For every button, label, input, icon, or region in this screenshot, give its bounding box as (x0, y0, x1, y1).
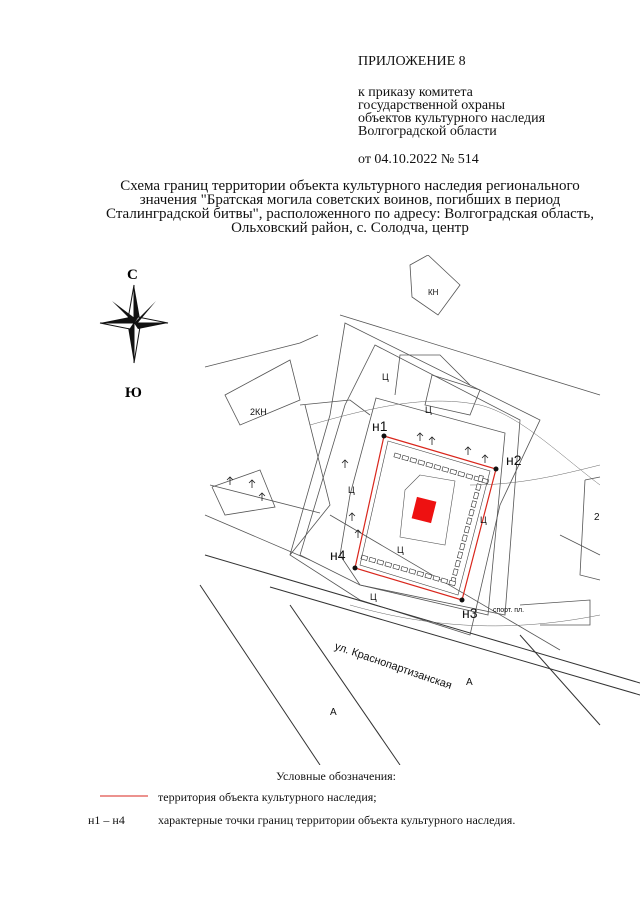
grave-marker (457, 552, 462, 559)
grave-marker (377, 560, 384, 565)
label-kn: КН (428, 288, 439, 297)
legend-item-points: характерные точки границ территории объекта культурного наследия. (158, 813, 516, 827)
curved-lines (310, 401, 600, 626)
grave-marker (442, 467, 449, 472)
road-label-a: А (330, 707, 337, 718)
point-label-n3: н3 (462, 605, 478, 621)
tree-icon (482, 455, 488, 463)
grave-marker (467, 518, 472, 525)
compass-south-label: Ю (125, 385, 142, 401)
grave-marker (410, 458, 417, 463)
ts-mark: Ц (348, 485, 355, 495)
legend-item-boundary: территория объекта культурного наследия; (158, 790, 377, 804)
grave-marker (466, 474, 473, 479)
street-label: ул. Краснопартизанская (333, 640, 454, 692)
order-line: государственной охраны (358, 98, 506, 113)
grave-marker (369, 557, 376, 562)
tree-icon (249, 480, 255, 488)
grave-marker (401, 567, 408, 572)
point-label-n4: н4 (330, 547, 346, 563)
building-kn (410, 255, 460, 315)
grave-marker (409, 569, 416, 574)
tree-icon (429, 437, 435, 445)
label-2kn: 2КН (250, 407, 267, 417)
legend-symbol-points: н1 – н4 (88, 813, 125, 827)
tree-icon (342, 460, 348, 468)
tree-icon (465, 447, 471, 455)
roads (200, 555, 640, 765)
tree-icon (349, 513, 355, 521)
grave-marker (450, 469, 457, 474)
grave-marker (393, 564, 400, 569)
title-line: Сталинградской битвы", расположенного по адресу: Волгоградская область, (106, 206, 594, 222)
tree-icon (355, 530, 361, 538)
road-label-a: А (466, 677, 473, 688)
ts-mark: Ц (397, 545, 404, 555)
ts-mark: Ц (382, 372, 389, 382)
tree-icon (417, 433, 423, 441)
legend-heading: Условные обозначения: (276, 769, 397, 783)
grave-marker (464, 526, 469, 533)
grave-marker (426, 462, 433, 467)
grave-marker (473, 492, 478, 499)
edge-label-2: 2 (594, 512, 600, 523)
compass-north-label: С (127, 267, 138, 283)
grave-marker (471, 501, 476, 508)
ts-mark: Ц (480, 515, 487, 525)
grave-marker (460, 543, 465, 550)
site-map (0, 255, 640, 765)
grave-marker (402, 455, 409, 460)
grave-marker (433, 576, 440, 581)
grave-marker (455, 560, 460, 567)
appendix-title: ПРИЛОЖЕНИЕ 8 (358, 54, 466, 69)
legend-red-line-icon (100, 793, 150, 799)
grave-marker (441, 578, 448, 583)
grave-marker (462, 535, 467, 542)
grave-marker (417, 571, 424, 576)
point-label-n2: н2 (506, 452, 522, 468)
grave-marker (434, 465, 441, 470)
grave-marker (418, 460, 425, 465)
ts-mark: Ц (370, 592, 377, 602)
boundary-point (382, 434, 387, 439)
label-sport: спорт. пл. (493, 607, 525, 614)
order-line: объектов культурного наследия (358, 111, 546, 126)
grave-marker (453, 569, 458, 576)
boundary-point (494, 467, 499, 472)
tree-icon (259, 493, 265, 501)
scheme-title (60, 179, 640, 235)
boundary-point (460, 598, 465, 603)
title-line: Схема границ территории объекта культурного наследия регионального (120, 178, 580, 194)
grave-marker (458, 471, 465, 476)
order-line: Волгоградской области (358, 124, 497, 139)
point-label-n1: н1 (372, 418, 388, 434)
title-line: значения "Братская могила советских воинов, погибших в период (139, 192, 561, 208)
grave-marker (385, 562, 392, 567)
compass-rose-icon (100, 267, 168, 401)
boundary-point (353, 566, 358, 571)
cadastral-lines (205, 255, 600, 650)
ts-mark: Ц (425, 405, 432, 415)
grave-marker (394, 453, 401, 458)
order-line: к приказу комитета (358, 85, 473, 100)
order-date-number: от 04.10.2022 № 514 (358, 152, 479, 167)
grave-marker (469, 509, 474, 516)
title-line: Ольховский район, с. Солодча, центр (231, 220, 469, 236)
